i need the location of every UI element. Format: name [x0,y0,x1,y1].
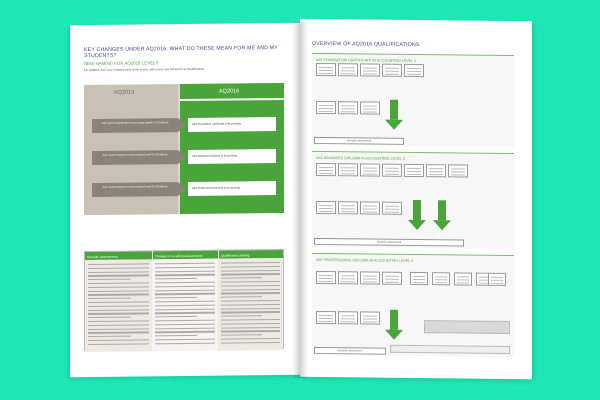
unit-box [360,63,380,76]
unit-box [316,311,336,324]
unit-box [338,63,358,76]
unit-box [360,201,380,214]
new-foundation: AAT Foundation Certificate in Accounting [188,117,276,132]
unit-box [360,101,380,114]
synoptic-bar-advanced: Synoptic assessment [314,238,464,247]
left-intro: For AQ2016, AAT have renamed each of the Levels, with Levels now referred to as Qualifications. [84,66,205,73]
aq2016-header: AQ2016 [219,88,240,95]
table-header-grading: Qualification grading [218,250,283,259]
unit-box [404,64,424,77]
synoptic-bar-professional: Synoptic assessment [314,347,386,355]
unit-box [404,164,424,177]
professional-band [312,253,514,357]
unit-box [338,271,358,284]
changes-table [84,249,284,351]
unit-box [448,164,468,177]
new-professional: AAT Professional Diploma in Accounting [188,181,276,196]
unit-box [338,311,358,324]
unit-box [338,101,358,114]
naming-mapping-graphic [84,83,284,215]
unit-box [432,272,450,285]
right-page [300,19,532,379]
table-header-resit: Changes to re-sitting assessments [152,251,218,260]
unit-box [360,271,380,284]
left-page [70,23,300,377]
unit-box [316,271,336,284]
unit-box [382,164,402,177]
synoptic-bar-foundation: Synoptic assessment [314,137,404,145]
advanced-title: AAT ADVANCED DIPLOMA IN ACCOUNTING LEVEL 3 [316,155,405,161]
old-level-2: AAT Level 2 Certificate in Accounting (Level 5 in Scotland) [92,118,178,133]
table-header-synoptic: Synoptic assessments [85,251,152,260]
optional-units-note [390,345,510,354]
unit-box [382,64,402,77]
unit-box [360,163,380,176]
unit-box [316,163,336,176]
unit-box [338,163,358,176]
unit-box [382,202,402,215]
aq2013-header: AQ2013 [114,89,135,96]
unit-box [488,273,506,286]
left-heading: KEY CHANGES UNDER AQ2016: WHAT DO THESE MEAN FOR ME AND MY STUDENTS? [84,45,278,60]
unit-box [382,272,402,285]
old-level-3: AAT Level 3 Diploma in Accounting (Level 6 in Scotland) [92,150,178,165]
optional-units-box [424,320,510,334]
unit-box [316,201,336,214]
left-subheading: NEW NAMING FOR AQ2016 LEVELS [84,60,159,67]
professional-title: AAT PROFESSIONAL DIPLOMA IN ACCOUNTING LEVEL 4 [316,257,414,263]
unit-box [360,311,380,324]
unit-box [316,63,336,76]
old-level-4: AAT Level 4 Diploma in Accounting (Level 8 in Scotland) [92,182,178,197]
foundation-title: AAT FOUNDATION CERTIFICATE IN ACCOUNTING LEVEL 2 [316,57,416,63]
unit-box [410,272,428,285]
unit-box [454,272,472,285]
unit-box [316,101,336,114]
right-heading: OVERVIEW OF AQ2016 QUALIFICATIONS [312,40,420,49]
new-advanced: AAT Advanced Diploma in Accounting [188,149,276,164]
unit-box [338,201,358,214]
unit-box [426,164,446,177]
